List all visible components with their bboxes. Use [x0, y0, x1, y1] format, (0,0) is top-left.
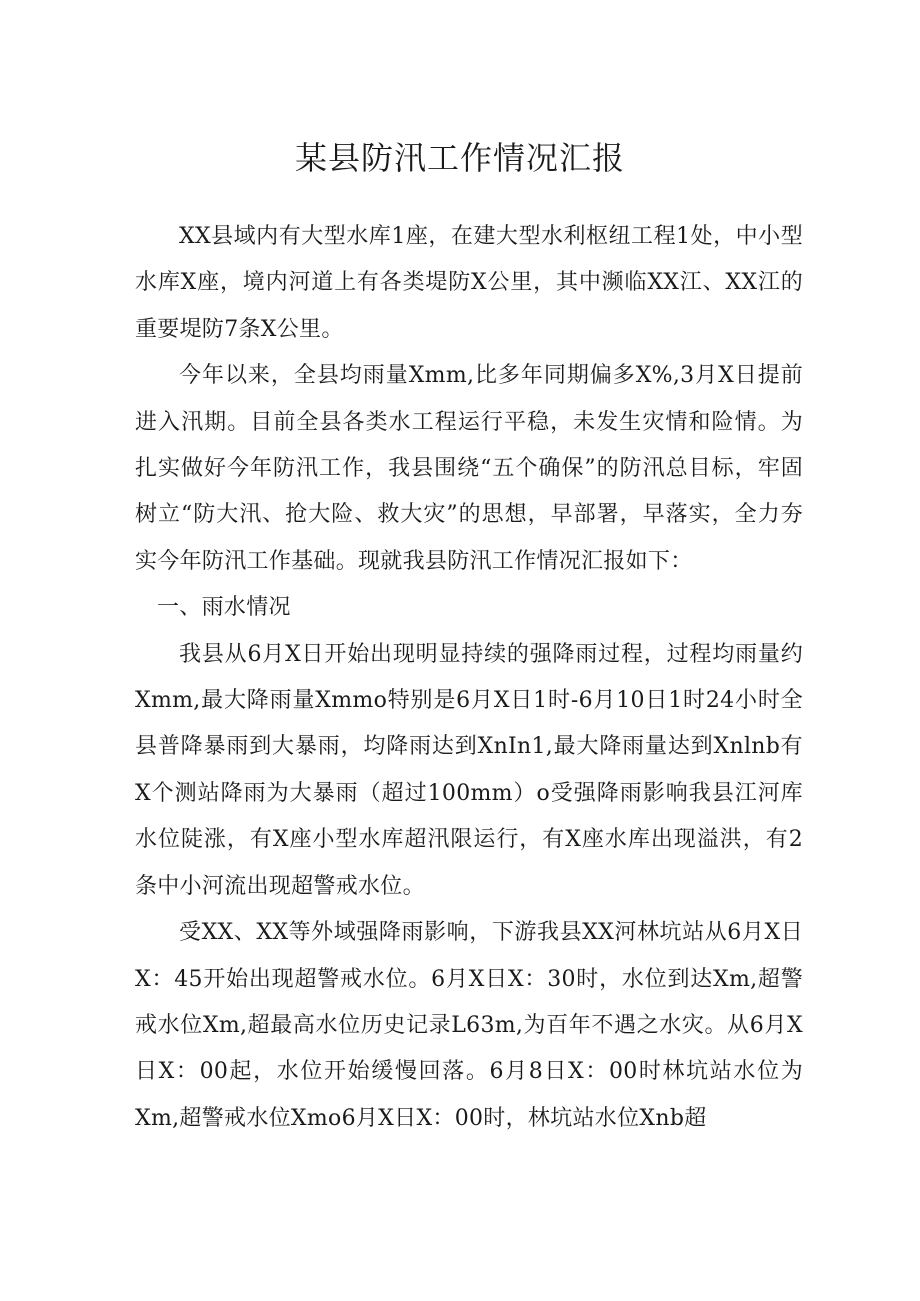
paragraph-introduction: 今年以来，全县均雨量Xmm,比多年同期偏多X%,3月X日提前进入汛期。目前全县各类水工程运行平稳，未发生灾情和险情。为扎实做好今年防汛工作，我县围绕“五个确保”的防汛总目标，牢固树立“防大汛、抢大险、救大灾”的思想，早部署，早落实，全力夯实今年防汛工作基础。现就我县防汛工作情况汇报如下： [135, 363, 803, 574]
document-body [135, 214, 803, 1142]
document-title: 某县防汛工作情况汇报 [294, 139, 625, 177]
section-heading-rain: 一、雨水情况 [157, 595, 291, 621]
paragraph-overview: XX县域内有大型水库1座，在建大型水利枢纽工程1处，中小型水库X座，境内河道上有各类堤防X公里，其中濒临XX江、XX江的重要堤防7条X公里。 [135, 224, 803, 342]
paragraph-water-level: 受XX、XX等外域强降雨影响，下游我县XX河林坑站从6月X日X：45开始出现超警戒水位。6月X日X：30时，水位到达Xm,超警戒水位Xm,超最高水位历史记录L63m,为百年不遇之水灾。从6月X日X：00起，水位开始缓慢回落。6月8日X：00时林坑站水位为Xm,超警戒水位Xmo6月X日X：00时，林坑站水位Xnb超 [135, 920, 803, 1131]
paragraph-rainfall: 我县从6月X日开始出现明显持续的强降雨过程，过程均雨量约Xmm,最大降雨量Xmmo特别是6月X日1时-6月10日1时24小时全县普降暴雨到大暴雨，均降雨达到XnIn1,最大降雨量达到Xnlnb有X个测站降雨为大暴雨（超过100mm）o受强降雨影响我县江河库水位陡涨，有X座小型水库超汛限运行，有X座水库出现溢洪，有2条中小河流出现超警戒水位。 [135, 641, 803, 899]
